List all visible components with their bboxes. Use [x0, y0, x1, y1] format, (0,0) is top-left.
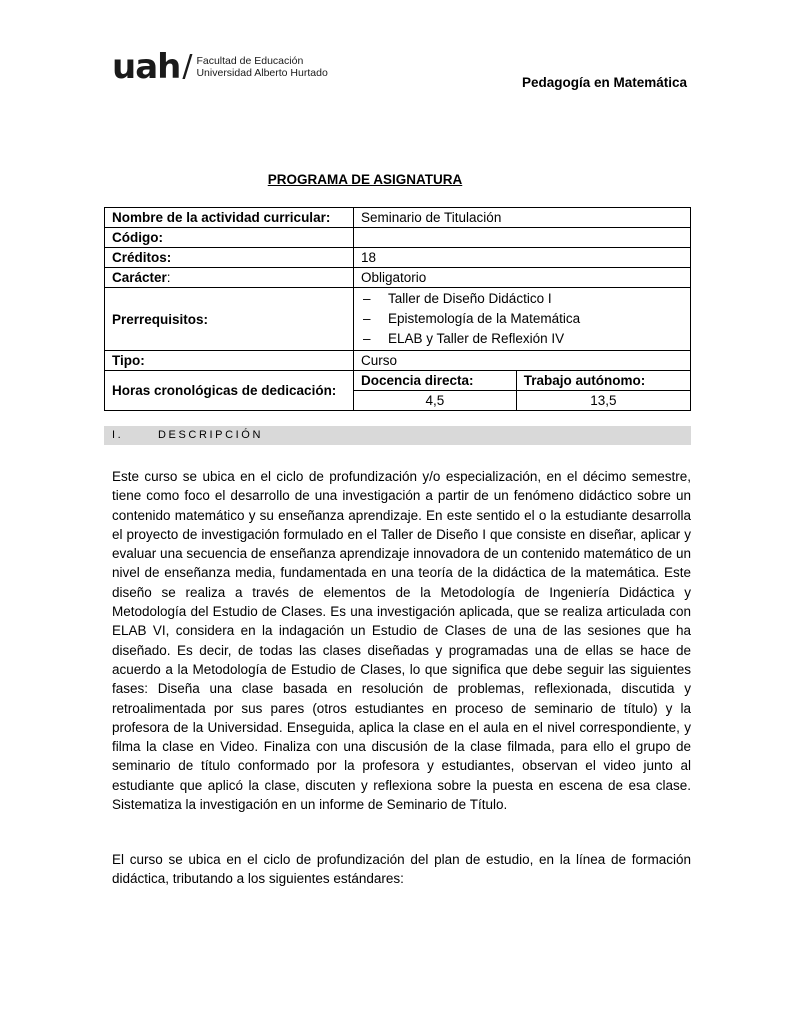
list-item — [361, 329, 683, 349]
table-row — [105, 371, 691, 391]
creditos-value: 18 — [354, 248, 691, 268]
docencia-label: Docencia directa: — [354, 371, 517, 391]
logo-mark: uah — [112, 47, 181, 87]
prereq-text: Taller de Diseño Didáctico I — [388, 291, 552, 306]
caracter-label-cell — [105, 268, 354, 288]
caracter-value: Obligatorio — [354, 268, 691, 288]
nombre-label: Nombre de la actividad curricular: — [105, 208, 354, 228]
codigo-label: Código: — [105, 228, 354, 248]
prereq-text: ELAB y Taller de Reflexión IV — [388, 331, 565, 346]
caracter-label: Carácter — [112, 270, 167, 285]
table-row — [105, 248, 691, 268]
creditos-label: Créditos: — [105, 248, 354, 268]
dash-icon: – — [363, 291, 371, 306]
logo-slash-icon: / — [182, 49, 193, 84]
autonomo-value: 13,5 — [516, 391, 690, 411]
description-paragraph: Este curso se ubica en el ciclo de profundización y/o especialización, en el décimo semestre, tiene como foco el desarrollo de una investigación a partir de un fenómeno didáctico sobre un contenido matemático y su enseñanza aprendizaje. En este sentido el o la estudiante desarrolla el proyecto de investigación formulado en el Taller de Diseño I que consiste en diseñar, aplicar y evaluar una secuencia de enseñanza aprendizaje innovadora de un contenido matemático de un nivel de enseñanza media, fundamentada en una teoría de la didáctica de la matemática. Este diseño se realiza a través de elementos de la Metodología de Ingeniería Didáctica y Metodología del Estudio de Clases. Es una investigación aplicada, que se realiza articulada con ELAB VI, considera en la indagación un Estudio de Clases de una de las sesiones que ha diseñado. Es decir, de todas las clases diseñadas y programadas una de ellas se hace de acuerdo a la Metodología de Estudio de Clases, lo que significa que debe seguir las siguientes fases: Diseña una clase basada en resolución de problemas, reflexionada, discutida y retroalimentada por sus pares (otros estudiantes en proceso de seminario de título) y la profesora de la Universidad. Enseguida, aplica la clase en el aula en el nivel correspondiente, y filma la clase en Video. Finaliza con una discusión de la clase filmada, para ello el grupo de seminario de título conformado por la profesora y estudiantes, observan el video junto al estudiante que aplicó la clase, discuten y reflexiona sobre la puesta en escena de esa clase. Sistematiza la investigación en un informe de Seminario de Título. — [112, 469, 691, 813]
program-name: Pedagogía en Matemática — [521, 75, 687, 90]
table-row — [105, 288, 691, 351]
section-title-text: DESCRIPCIÓN — [158, 429, 263, 441]
tipo-value: Curso — [354, 351, 691, 371]
prereq-cell — [354, 288, 691, 351]
standards-intro-paragraph: El curso se ubica en el ciclo de profundización del plan de estudio, en la línea de formación didáctica, tributando a los siguientes estándares: — [112, 852, 691, 887]
horas-label: Horas cronológicas de dedicación: — [105, 371, 354, 411]
docencia-value: 4,5 — [354, 391, 517, 411]
course-info-table — [104, 207, 691, 411]
logo-faculty: Facultad de Educación — [196, 55, 304, 67]
section-heading — [104, 426, 691, 445]
table-row — [105, 228, 691, 248]
document-title: PROGRAMA DE ASIGNATURA — [267, 172, 463, 187]
section-title — [158, 426, 263, 445]
list-item — [361, 309, 683, 329]
codigo-value — [354, 228, 691, 248]
logo-university: Universidad Alberto Hurtado — [196, 66, 328, 79]
table-row — [105, 268, 691, 288]
list-item — [361, 289, 683, 309]
university-logo — [112, 47, 328, 87]
prerequisites-list — [361, 288, 683, 350]
dash-icon: – — [363, 331, 371, 346]
table-row — [105, 208, 691, 228]
autonomo-label: Trabajo autónomo: — [516, 371, 690, 391]
section-number: I. — [112, 429, 124, 441]
logo-text — [196, 56, 327, 79]
prereq-label: Prerrequisitos: — [105, 288, 354, 351]
caracter-colon: : — [166, 270, 171, 285]
tipo-label: Tipo: — [105, 351, 354, 371]
dash-icon: – — [363, 311, 371, 326]
prereq-text: Epistemología de la Matemática — [388, 311, 581, 326]
table-row — [105, 351, 691, 371]
nombre-value: Seminario de Titulación — [354, 208, 691, 228]
